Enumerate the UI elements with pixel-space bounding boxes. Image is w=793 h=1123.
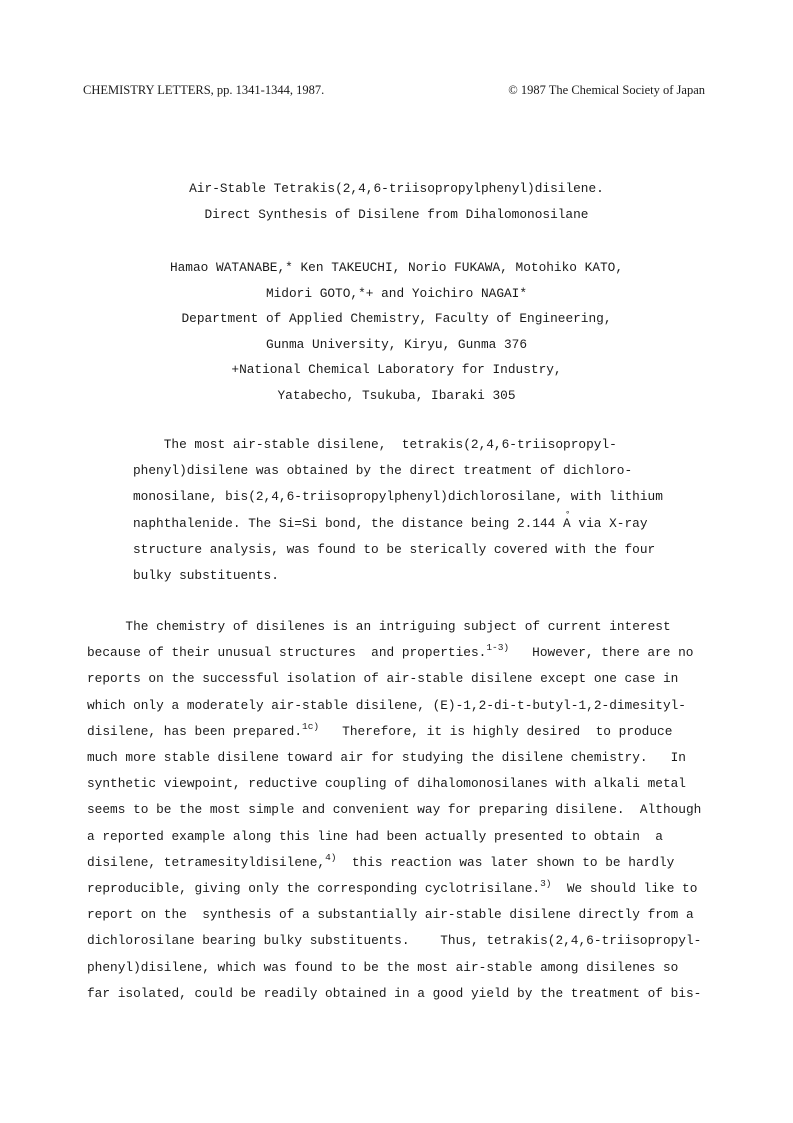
- abstract-line: bulky substituents.: [133, 568, 279, 584]
- body-line: which only a moderately air-stable disilene, (E)-1,2-di-t-butyl-1,2-dimesityl-: [87, 697, 686, 713]
- body-paragraph: [87, 614, 712, 1007]
- body-line: seems to be the most simple and convenient way for preparing disilene. Although: [87, 802, 702, 818]
- journal-citation: CHEMISTRY LETTERS, pp. 1341-1344, 1987.: [83, 83, 325, 97]
- body-line: reports on the successful isolation of air-stable disilene except one case in: [87, 671, 679, 687]
- body-text: disilene, tetramesityldisilene,: [87, 854, 326, 870]
- body-text: disilene, has been prepared.: [87, 723, 303, 739]
- abstract-text: via X-ray: [570, 515, 648, 531]
- reference-marker: 3): [540, 878, 552, 890]
- affiliation-line-3: +National Chemical Laboratory for Industry,: [231, 362, 562, 377]
- body-text: However, there are no: [509, 645, 694, 661]
- authors-line-2: Midori GOTO,*+ and Yoichiro NAGAI*: [265, 285, 528, 301]
- body-line: The chemistry of disilenes is an intriguing subject of current interest: [87, 619, 671, 634]
- reference-marker: 1-3): [486, 642, 510, 654]
- body-line: much more stable disilene toward air for studying the disilene chemistry. In: [87, 750, 686, 766]
- title-line-2: Direct Synthesis of Disilene from Dihalomonosilane: [204, 206, 589, 222]
- body-line: dichlorosilane bearing bulky substituents. Thus, tetrakis(2,4,6-triisopropyl-: [87, 933, 702, 949]
- abstract-text: naphthalenide. The Si=Si bond, the distance being 2.144: [133, 515, 564, 531]
- affiliation-line-1: Department of Applied Chemistry, Faculty of Engineering,: [181, 311, 612, 326]
- body-line: [87, 850, 712, 876]
- body-text: Therefore, it is highly desired to produce: [319, 723, 673, 739]
- abstract-line: monosilane, bis(2,4,6-triisopropylphenyl)dichlorosilane, with lithium: [133, 489, 663, 505]
- body-line: synthetic viewpoint, reductive coupling of dihalomonosilanes with alkali metal: [87, 776, 686, 792]
- body-text: this reaction was later shown to be hardly: [336, 854, 675, 870]
- reference-marker: 1c): [302, 720, 320, 732]
- copyright-notice: © 1987 The Chemical Society of Japan: [508, 83, 705, 97]
- body-line: [87, 876, 712, 902]
- angstrom-unit: ° A: [563, 511, 571, 537]
- abstract: [133, 432, 693, 589]
- body-line: report on the synthesis of a substantially air-stable disilene directly from a: [87, 907, 694, 923]
- body-text: because of their unusual structures and properties.: [87, 645, 487, 661]
- body-line: [87, 640, 712, 666]
- author-list: [0, 255, 793, 408]
- reference-marker: 4): [325, 851, 337, 863]
- body-line: a reported example along this line had been actually presented to obtain a: [87, 828, 663, 844]
- body-line: [87, 719, 712, 745]
- abstract-line: structure analysis, was found to be sterically covered with the four: [133, 541, 656, 557]
- authors-line-1: Hamao WATANABE,* Ken TAKEUCHI, Norio FUKAWA, Motohiko KATO,: [169, 260, 624, 275]
- article-title: [0, 176, 793, 227]
- title-line-1: Air-Stable Tetrakis(2,4,6-triisopropylphenyl)disilene.: [189, 181, 604, 196]
- abstract-line: phenyl)disilene was obtained by the direct treatment of dichloro-: [133, 463, 633, 479]
- abstract-line: [133, 511, 693, 537]
- body-line: phenyl)disilene, which was found to be the most air-stable among disilenes so: [87, 959, 679, 975]
- abstract-line: The most air-stable disilene, tetrakis(2,4,6-triisopropyl-: [133, 437, 617, 452]
- body-line: far isolated, could be readily obtained in a good yield by the treatment of bis-: [87, 985, 702, 1001]
- body-text: reproducible, giving only the corresponding cyclotrisilane.: [87, 881, 541, 897]
- affiliation-line-4: Yatabecho, Tsukuba, Ibaraki 305: [277, 387, 516, 403]
- body-text: We should like to: [551, 881, 698, 897]
- affiliation-line-2: Gunma University, Kiryu, Gunma 376: [265, 336, 528, 352]
